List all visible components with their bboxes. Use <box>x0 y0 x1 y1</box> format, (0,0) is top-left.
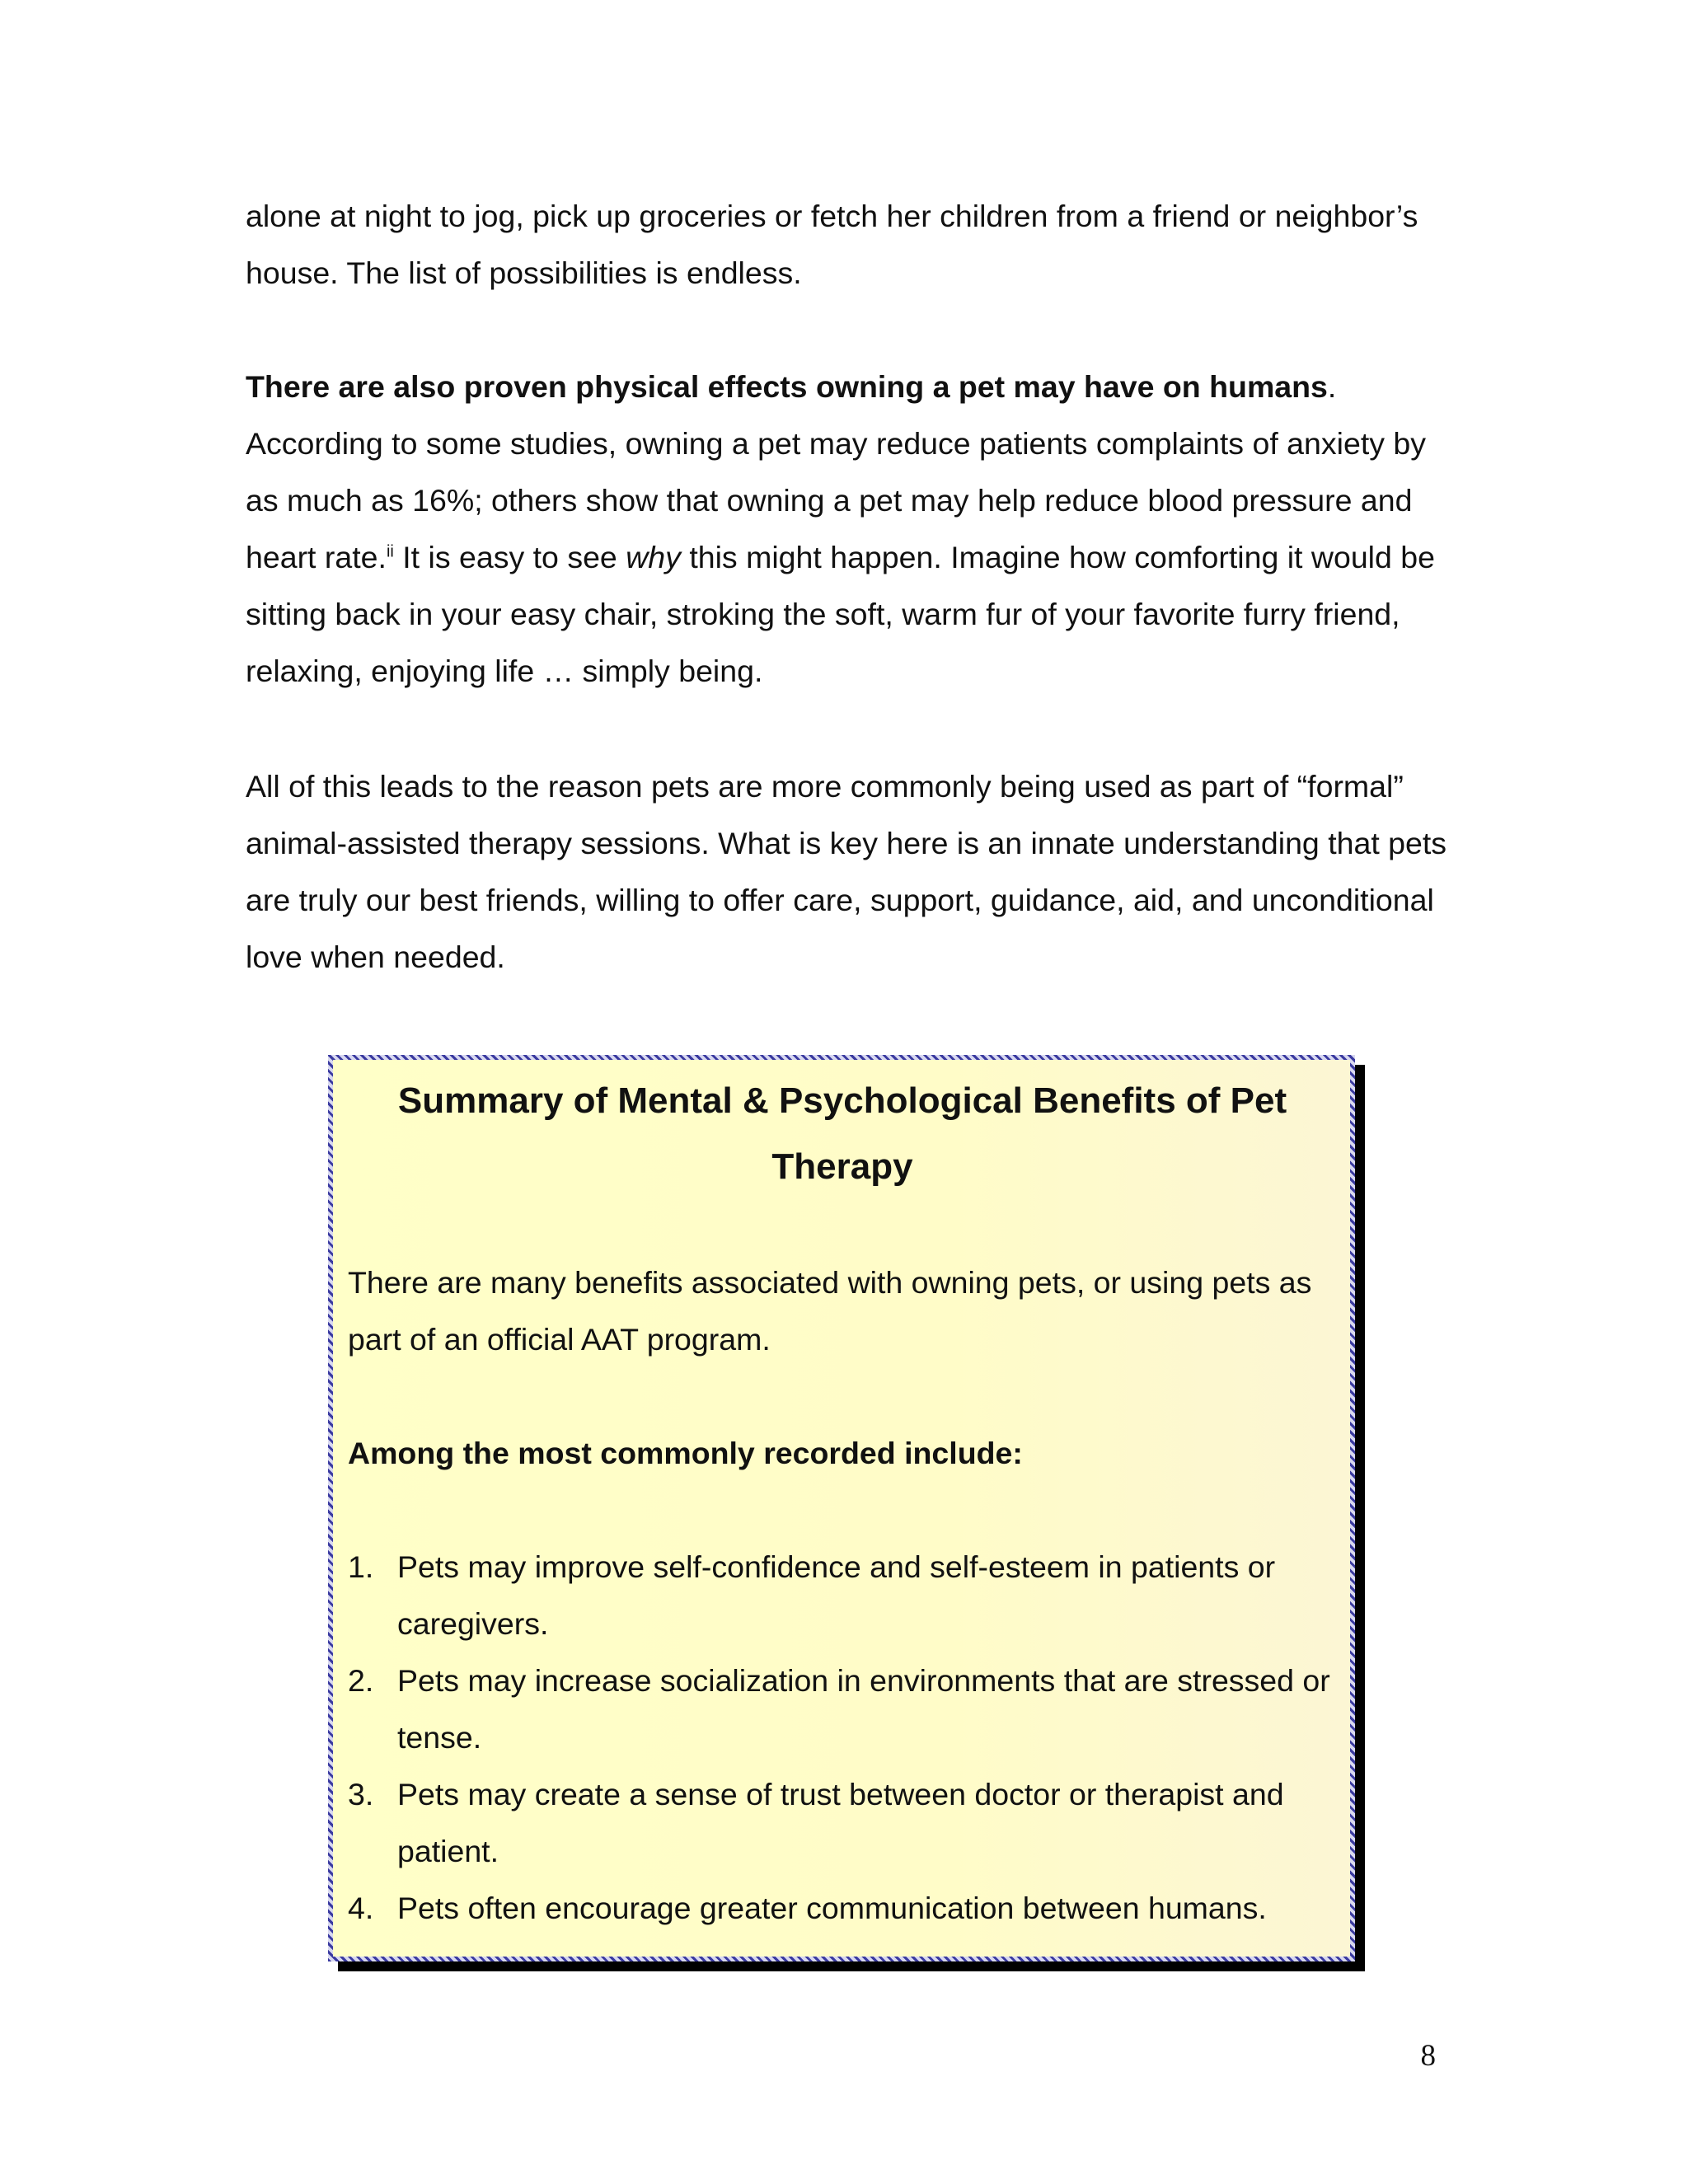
list-item <box>348 1539 1337 1652</box>
summary-box-title: Summary of Mental & Psychological Benefits of Pet Therapy <box>397 1080 1287 1187</box>
page-number: 8 <box>1420 2039 1436 2073</box>
list-item <box>348 1766 1337 1880</box>
italic-word: why <box>626 540 681 574</box>
body-paragraph-3: All of this leads to the reason pets are more commonly being used as part of “formal” animal-assisted therapy sessions. What is key here is an innate understanding that pets are truly our best friends, willing to offer care, support, guidance, aid, and unconditional love when needed. <box>246 769 1447 974</box>
list-item-text: Pets may increase socialization in environments that are stressed or tense. <box>397 1663 1330 1755</box>
list-item-number: 1. <box>348 1549 374 1584</box>
body-paragraph-2 <box>246 359 1449 700</box>
body-paragraph-1: alone at night to jog, pick up groceries or fetch her children from a friend or neighbor’s house. The list of possibilities is endless. <box>246 199 1418 290</box>
summary-box-intro: There are many benefits associated with owning pets, or using pets as part of an official AAT program. <box>348 1265 1312 1357</box>
list-item-number: 2. <box>348 1663 374 1698</box>
list-item-number: 4. <box>348 1891 374 1925</box>
summary-box-content <box>348 1060 1337 1937</box>
paragraph-text: According to some studies, owning a pet may reduce patients complaints of anxiety by as much as 16%; others show that owning a pet may help reduce blood pressure and heart rate. <box>246 426 1427 574</box>
list-item-number: 3. <box>348 1777 374 1811</box>
list-item-text: Pets often encourage greater communication between humans. <box>397 1891 1267 1925</box>
benefits-list <box>348 1539 1337 1937</box>
bold-lead-sentence: There are also proven physical effects owning a pet may have on humans <box>246 369 1328 404</box>
summary-box-subhead: Among the most commonly recorded include: <box>348 1436 1023 1470</box>
list-item <box>348 1652 1337 1766</box>
list-item-text: Pets may improve self-confidence and self-esteem in patients or caregivers. <box>397 1549 1276 1641</box>
list-item <box>348 1880 1337 1937</box>
summary-box <box>328 1055 1355 1961</box>
paragraph-text: It is easy to see <box>393 540 626 574</box>
paragraph-text: this might happen. Imagine how comforting it would be sitting back in your easy chair, stroking the soft, warm fur of your favorite furry friend, relaxing, enjoying life … simply being. <box>246 540 1435 688</box>
list-item-text: Pets may create a sense of trust between doctor or therapist and patient. <box>397 1777 1284 1868</box>
footnote-marker: ii <box>386 542 394 561</box>
lead-punctuation: . <box>1327 369 1337 404</box>
